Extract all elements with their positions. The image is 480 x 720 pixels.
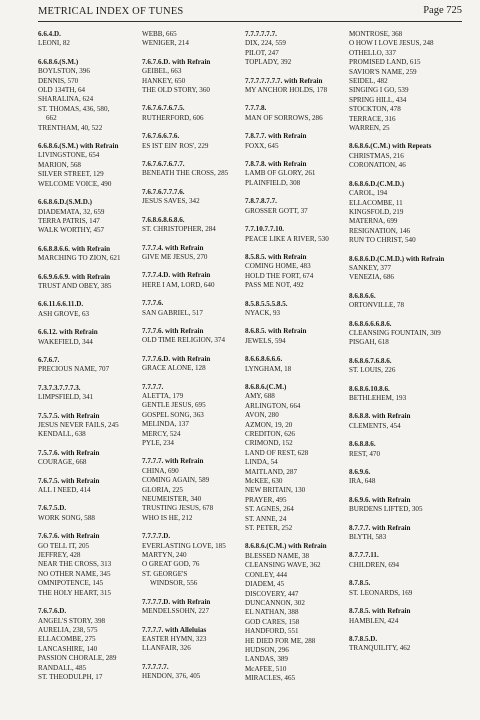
tune-item: NEAR THE CROSS, 313 [38, 560, 112, 569]
tune-item: SHARALINA, 624 [38, 95, 94, 104]
tune-item: PASS ME NOT, 492 [245, 281, 304, 290]
tune-item: SEIDEL, 482 [349, 77, 388, 86]
meter-entry [142, 160, 245, 179]
tune-item: ANGEL'S STORY, 398 [38, 616, 106, 625]
tune-item: WENIGER, 214 [142, 39, 189, 48]
meter-heading: 7.6.7.6.6.7.6. [142, 132, 180, 141]
meter-heading: 7.7.7.8. [245, 104, 267, 113]
meter-entry [142, 30, 245, 49]
tune-item: IRA, 648 [349, 477, 376, 486]
meter-heading: 8.6.8.6.D.(C.M.D.) with Refrain [349, 254, 445, 263]
index-column-2 [142, 30, 245, 714]
meter-heading: 7.6.7.6.7.7.7.6. [142, 187, 185, 196]
tune-item: TRANQUILITY, 462 [349, 644, 411, 653]
tune-item: CLEANSING WAVE, 362 [245, 561, 321, 570]
tune-item: HANDFORD, 551 [245, 627, 299, 636]
meter-entry [245, 542, 349, 683]
tune-item: WELCOME VOICE, 490 [38, 179, 112, 188]
tune-item: CLEANSING FOUNTAIN, 309 [349, 328, 441, 337]
meter-heading: 6.6.4.D. [38, 30, 61, 38]
tune-item: CHILDREN, 694 [349, 560, 400, 569]
page-header [38, 5, 462, 22]
meter-entry [38, 245, 142, 264]
tune-item: WEBB, 665 [142, 30, 177, 38]
tune-item: PYLE, 234 [142, 439, 174, 447]
tune-item: O GREAT GOD, 76 [142, 560, 200, 569]
tune-item: COURAGE, 668 [38, 458, 87, 467]
tune-item: COMING AGAIN, 589 [142, 476, 210, 485]
meter-heading: 8.7.8.5.D. [349, 634, 378, 643]
meter-heading: 7.7.10.7.7.10. [245, 225, 285, 234]
tune-item: TERRA PATRIS, 147 [38, 216, 100, 225]
tune-item: MENDELSSOHN, 227 [142, 607, 209, 616]
tune-item: ALL I NEED, 414 [38, 486, 91, 495]
tune-item: OLD 134TH, 64 [38, 86, 86, 95]
meter-heading: 8.6.8.6.6.6.8.6. [349, 319, 392, 328]
tune-item: NO OTHER NAME, 345 [38, 569, 111, 578]
meter-entry [38, 504, 142, 523]
meter-entry [245, 160, 349, 188]
meter-entry [245, 355, 349, 374]
tune-item: ORTONVILLE, 78 [349, 301, 405, 310]
meter-entry [38, 607, 142, 682]
tune-item: OMNIPOTENCE, 145 [38, 579, 104, 588]
tune-item: THE OLD STORY, 360 [142, 86, 210, 95]
meter-heading: 6.6.12. with Refrain [38, 328, 98, 337]
meter-entry [349, 412, 466, 431]
tune-item: PRAYER, 495 [245, 495, 287, 504]
tune-item: CONLEY, 444 [245, 570, 288, 579]
tune-item: LAMB OF GLORY, 261 [245, 169, 316, 178]
meter-heading: 8.5.8.5.5.5.8.5. [245, 299, 288, 308]
tune-item: SILVER STREET, 129 [38, 170, 104, 179]
meter-entry [142, 58, 245, 96]
tune-item: VENEZIA, 686 [349, 273, 394, 282]
tune-item: MARION, 568 [38, 160, 81, 169]
tune-item: MARCHING TO ZION, 621 [38, 254, 121, 263]
tune-item: TRUSTING JESUS, 678 [142, 504, 214, 513]
tune-item: RESIGNATION, 146 [349, 226, 411, 235]
tune-item: BOYLSTON, 396 [38, 67, 90, 76]
meter-heading: 8.6.9.6. with Refrain [349, 495, 411, 504]
tune-item: DUNCANNON, 302 [245, 598, 305, 607]
tune-item: MAITLAND, 287 [245, 467, 298, 476]
meter-heading: 8.5.8.5. with Refrain [245, 252, 307, 261]
meter-entry [245, 225, 349, 244]
meter-heading: 6.6.11.6.6.11.D. [38, 300, 84, 309]
tune-item: LIMPSFIELD, 341 [38, 393, 94, 402]
tune-item: WINDSOR, 556 [150, 579, 198, 588]
tune-item: PRECIOUS NAME, 707 [38, 365, 110, 374]
meter-entry [142, 663, 245, 682]
meter-entry [38, 412, 142, 440]
tune-item: RUN TO CHRIST, 540 [349, 236, 416, 245]
tune-item: AZMON, 19, 20 [245, 420, 293, 429]
meter-heading: 7.5.7.5. with Refrain [38, 411, 100, 420]
meter-entry [38, 532, 142, 598]
meter-heading: 7.6.7.6. with Refrain [38, 532, 100, 541]
tune-item: LANCASHIRE, 140 [38, 644, 98, 653]
tune-item: ST. GEORGE'S [142, 569, 188, 578]
meter-heading: 7.7.7.7.D. with Refrain [142, 597, 211, 606]
meter-entry [349, 524, 466, 543]
tune-item: WARREN, 25 [349, 124, 390, 133]
tune-item: CRIMOND, 152 [245, 439, 293, 448]
meter-entry [349, 551, 466, 570]
tune-item: TERRACE, 316 [349, 114, 396, 123]
meter-heading: 7.7.7.6. [142, 299, 164, 308]
tune-item: BLESSED NAME, 38 [245, 551, 310, 560]
meter-heading: 6.6.8.6.D.(S.M.D.) [38, 198, 92, 207]
meter-entry [349, 180, 466, 246]
tune-item: BENEATH THE CROSS, 285 [142, 169, 229, 178]
meter-heading: 6.6.8.6.(S.M.) [38, 57, 79, 66]
tune-item: MONTROSE, 368 [349, 30, 403, 38]
tune-item: REST, 470 [349, 449, 381, 458]
meter-entry [142, 532, 245, 588]
page-title: METRICAL INDEX OF TUNES [38, 6, 184, 17]
tune-item: OLD TIME RELIGION, 374 [142, 336, 226, 345]
meter-entry [142, 598, 245, 617]
meter-heading: 7.7.7.7. with Alleluias [142, 625, 207, 634]
meter-heading: 6.6.8.8.6.6. with Refrain [38, 244, 111, 253]
meter-entry [38, 300, 142, 319]
meter-entry [38, 328, 142, 347]
meter-entry [38, 198, 142, 236]
tune-item: PROMISED LAND, 615 [349, 58, 421, 67]
tune-item: MELINDA, 137 [142, 420, 189, 429]
meter-heading: 8.7.7.7. with Refrain [349, 523, 411, 532]
tune-item: PASSION CHORALE, 289 [38, 654, 117, 663]
tune-item: EASTER HYMN, 323 [142, 634, 207, 643]
tune-item: LINDA, 54 [245, 458, 278, 467]
meter-entry [38, 356, 142, 375]
tune-item: TRENTHAM, 40, 522 [38, 123, 103, 132]
meter-heading: 8.6.8.6.6. [349, 291, 376, 300]
index-columns [38, 30, 466, 714]
meter-heading: 7.7.7.7. [142, 382, 164, 391]
meter-entry [349, 468, 466, 487]
tune-item: AMY, 688 [245, 392, 275, 401]
tune-item: BETHLEHEM, 193 [349, 394, 407, 402]
tune-item: GRACE ALONE, 128 [142, 364, 206, 373]
meter-heading: 7.7.7.4.D. with Refrain [142, 271, 211, 280]
meter-entry [142, 104, 245, 123]
meter-entry [245, 383, 349, 534]
meter-entry [38, 477, 142, 496]
tune-item: BURDENS LIFTED, 305 [349, 505, 423, 514]
tune-item: GLORIA, 225 [142, 485, 183, 494]
meter-entry [38, 449, 142, 468]
tune-item: SAN GABRIEL, 517 [142, 308, 203, 317]
meter-heading: 7.6.7.6.D. [38, 607, 67, 616]
meter-heading: 7.5.7.6. with Refrain [38, 448, 100, 457]
meter-heading: 8.6.8.6.(C.M.) with Refrain [245, 542, 327, 551]
tune-item: ELLACOMBE, 11 [349, 198, 403, 207]
meter-entry [349, 320, 466, 348]
tune-item: CORONATION, 46 [349, 161, 406, 170]
tune-item: ELLACOMBE, 275 [38, 635, 96, 644]
meter-heading: 7.7.7.7.7.7. [245, 30, 277, 38]
tune-item: NYACK, 93 [245, 308, 281, 317]
meter-heading: 7.7.7.4. with Refrain [142, 243, 204, 252]
tune-item: LEONI, 82 [38, 39, 70, 48]
tune-item: CREDITON, 626 [245, 430, 295, 438]
meter-heading: 7.7.7.7.7.7.7. with Refrain [245, 76, 323, 85]
meter-heading: 6.6.9.6.6.9. with Refrain [38, 272, 111, 281]
tune-item: GENTLE JESUS, 695 [142, 401, 206, 410]
meter-entry [142, 299, 245, 318]
tune-item: CLEMENTS, 454 [349, 421, 401, 430]
meter-entry [349, 255, 466, 283]
tune-item: HANKEY, 650 [142, 76, 186, 85]
tune-item: JESUS SAVES, 342 [142, 197, 200, 206]
tune-item: ALETTA, 179 [142, 391, 184, 400]
tune-item: NEUMEISTER, 340 [142, 495, 202, 504]
meter-entry [349, 579, 466, 598]
meter-heading: 7.3.7.3.7.7.7.3. [38, 383, 81, 392]
tune-item: HAMBLEN, 424 [349, 616, 399, 625]
tune-item: OTHELLO, 337 [349, 48, 396, 57]
tune-item: 662 [46, 114, 57, 123]
meter-entry [38, 273, 142, 292]
tune-item: CHRISTMAS, 216 [349, 151, 404, 160]
tune-item: CHINA, 690 [142, 466, 179, 475]
tune-item: JEWELS, 594 [245, 336, 286, 345]
meter-entry [245, 104, 349, 123]
meter-entry [142, 355, 245, 374]
meter-entry [349, 385, 466, 404]
tune-item: GIVE ME JESUS, 270 [142, 252, 208, 261]
page-number: Page 725 [423, 5, 462, 16]
meter-entry [349, 292, 466, 311]
tune-item: RUTHERFORD, 606 [142, 113, 204, 122]
tune-item: GROSSER GOTT, 37 [245, 206, 308, 215]
meter-heading: 8.7.8.5. with Refrain [349, 607, 411, 616]
meter-entry [142, 271, 245, 290]
tune-item: ARLINGTON, 664 [245, 401, 301, 410]
meter-heading: 8.7.8.5. [349, 579, 371, 588]
tune-item: THE HOLY HEART, 315 [38, 588, 111, 597]
meter-heading: 7.7.7.7.7. [142, 662, 169, 671]
meter-heading: 7.8.7.7. with Refrain [245, 132, 307, 141]
tune-item: MIRACLES, 465 [245, 674, 296, 683]
tune-item: HENDON, 376, 405 [142, 672, 201, 681]
meter-heading: 8.6.8.6.(C.M.) with Repeats [349, 142, 432, 151]
meter-heading: 8.6.8.6.10.8.6. [349, 384, 390, 393]
tune-item: FOXX, 645 [245, 141, 279, 150]
tune-item: ST. LOUIS, 226 [349, 366, 396, 375]
tune-item: HERE I AM, LORD, 640 [142, 280, 215, 289]
meter-heading: 7.6.7.5. with Refrain [38, 476, 100, 485]
tune-item: HE DIED FOR ME, 288 [245, 636, 316, 645]
meter-entry [245, 197, 349, 216]
meter-heading: 8.6.8.6.(C.M.) [245, 382, 287, 391]
meter-entry [38, 30, 142, 49]
meter-entry [245, 327, 349, 346]
tune-item: JEFFREY, 428 [38, 551, 81, 560]
tune-item: DIADEMATA, 32, 659 [38, 207, 105, 216]
tune-item: LIVINGSTONE, 654 [38, 151, 100, 160]
meter-entry [349, 635, 466, 654]
tune-item: DISCOVERY, 447 [245, 589, 299, 598]
meter-heading: 7.6.7.6.D. with Refrain [142, 57, 211, 66]
index-column-1 [38, 30, 142, 714]
meter-entry [142, 188, 245, 207]
tune-item: EL NATHAN, 388 [245, 608, 299, 617]
tune-item: DIADEM, 45 [245, 580, 285, 589]
meter-heading: 8.6.8.6.7.6.8.6. [349, 356, 392, 365]
meter-heading: 8.6.8.5. with Refrain [245, 327, 307, 336]
meter-heading: 7.6.7.6.7.6.7.7. [142, 160, 185, 169]
meter-heading: 6.6.8.6.(S.M.) with Refrain [38, 142, 119, 151]
meter-entry [349, 142, 466, 170]
tune-item: GO TELL IT, 205 [38, 541, 90, 550]
tune-item: SANKEY, 377 [349, 263, 392, 272]
meter-heading: 8.7.7.7.11. [349, 551, 379, 560]
tune-item: PLAINFIELD, 308 [245, 178, 301, 187]
tune-item: MERCY, 524 [142, 429, 181, 438]
meter-heading: 6.7.6.7. [38, 355, 60, 364]
meter-entry [245, 253, 349, 291]
tune-item: LAND OF REST, 628 [245, 448, 309, 457]
meter-heading: 7.6.7.5.D. [38, 504, 67, 513]
tune-item: SINGING I GO, 539 [349, 86, 409, 95]
meter-entry [142, 244, 245, 263]
meter-heading: 8.6.8.8.6. [349, 440, 376, 449]
meter-entry [245, 30, 349, 68]
tune-item: PEACE LIKE A RIVER, 530 [245, 234, 329, 243]
tune-item: CAROL, 194 [349, 189, 388, 198]
tune-item: ES IST EIN' ROS', 229 [142, 141, 209, 150]
tune-item: DIX, 224, 559 [245, 39, 286, 48]
tune-item: MARTYN, 240 [142, 551, 187, 560]
meter-heading: 7.7.7.6.D. with Refrain [142, 354, 211, 363]
meter-entry [142, 327, 245, 346]
meter-entry [245, 132, 349, 151]
tune-item: RANDALL, 485 [38, 663, 87, 672]
tune-item: MY ANCHOR HOLDS, 178 [245, 86, 328, 95]
tune-item: ST. ANNE, 24 [245, 514, 287, 523]
meter-heading: 7.7.7.6. with Refrain [142, 326, 204, 335]
tune-item: PILOT, 247 [245, 48, 279, 57]
meter-heading: 7.8.7.8. with Refrain [245, 160, 307, 169]
meter-heading: 7.7.7.7. with Refrain [142, 457, 204, 466]
tune-item: KINGSFOLD, 219 [349, 207, 404, 216]
tune-item: STOCKTON, 478 [349, 105, 401, 114]
meter-heading: 8.6.6.8.6.6.6. [245, 355, 283, 364]
tune-item: ST. PETER, 252 [245, 524, 293, 533]
tune-item: ST. THEODULPH, 17 [38, 672, 103, 681]
meter-entry [245, 77, 349, 96]
meter-entry [142, 383, 245, 449]
tune-item: GEIBEL, 663 [142, 67, 182, 76]
tune-item: ST. LEONARDS, 169 [349, 588, 413, 597]
tune-item: SPRING HILL, 434 [349, 95, 407, 104]
meter-entry [38, 142, 142, 189]
tune-item: LYNGHAM, 18 [245, 364, 292, 373]
meter-entry [142, 626, 245, 654]
tune-item: PISGAH, 618 [349, 338, 389, 347]
tune-item: COMING HOME, 483 [245, 262, 311, 271]
tune-item: DENNIS, 570 [38, 76, 79, 85]
meter-entry [349, 607, 466, 626]
tune-item: ASH GROVE, 63 [38, 309, 90, 318]
tune-item: JESUS NEVER FAILS, 245 [38, 421, 119, 429]
index-column-4 [349, 30, 466, 714]
tune-item: LANDAS, 389 [245, 655, 288, 664]
meter-heading: 7.6.8.6.8.6.8.6. [142, 215, 185, 224]
tune-item: GOSPEL SONG, 363 [142, 410, 204, 419]
tune-item: O HOW I LOVE JESUS, 248 [349, 39, 434, 48]
tune-item: HOLD THE FORT, 674 [245, 271, 314, 280]
tune-item: EVERLASTING LOVE, 185 [142, 541, 226, 550]
meter-entry [349, 496, 466, 515]
tune-item: AVON, 280 [245, 411, 279, 420]
tune-item: ST. THOMAS, 436, 580, [38, 104, 110, 113]
meter-entry [349, 440, 466, 459]
meter-heading: 8.6.8.8. with Refrain [349, 412, 411, 421]
tune-item: NEW BRITAIN, 130 [245, 486, 306, 495]
meter-entry [142, 216, 245, 235]
tune-item: KENDALL, 638 [38, 430, 86, 439]
meter-entry [245, 300, 349, 319]
meter-entry [38, 58, 142, 133]
tune-item: ST. CHRISTOPHER, 284 [142, 225, 216, 234]
meter-entry [349, 357, 466, 376]
tune-item: WALK WORTHY, 457 [38, 226, 105, 235]
tune-item: TOPLADY, 392 [245, 58, 292, 67]
tune-item: WHO IS HE, 212 [142, 513, 193, 522]
tune-item: SAVIOR'S NAME, 259 [349, 67, 417, 76]
meter-entry [142, 132, 245, 151]
tune-item: AURELIA, 238, 575 [38, 625, 98, 634]
tune-item: HUDSON, 296 [245, 645, 289, 654]
tune-item: ST. AGNES, 264 [245, 505, 294, 514]
meter-heading: 8.6.9.6. [349, 468, 371, 477]
meter-heading: 7.8.7.8.7.7. [245, 197, 277, 206]
meter-entry [38, 384, 142, 403]
tune-item: MAN OF SORROWS, 286 [245, 113, 323, 122]
tune-item: BLYTH, 583 [349, 533, 387, 542]
meter-heading: 7.6.7.6.7.6.7.5. [142, 104, 185, 113]
tune-item: MATERNA, 699 [349, 217, 398, 226]
meter-entry [349, 30, 466, 133]
tune-item: WAKEFIELD, 344 [38, 337, 93, 346]
index-column-3 [245, 30, 349, 714]
tune-item: GOD CARES, 158 [245, 617, 300, 626]
meter-heading: 8.6.8.6.D.(C.M.D.) [349, 179, 405, 188]
tune-item: WORK SONG, 588 [38, 513, 95, 522]
meter-heading: 7.7.7.7.D. [142, 532, 171, 541]
tune-item: LLANFAIR, 326 [142, 644, 191, 653]
tune-item: McAFEE, 510 [245, 664, 287, 673]
meter-entry [142, 457, 245, 523]
tune-item: McKEE, 630 [245, 477, 283, 486]
tune-item: TRUST AND OBEY, 385 [38, 281, 112, 290]
